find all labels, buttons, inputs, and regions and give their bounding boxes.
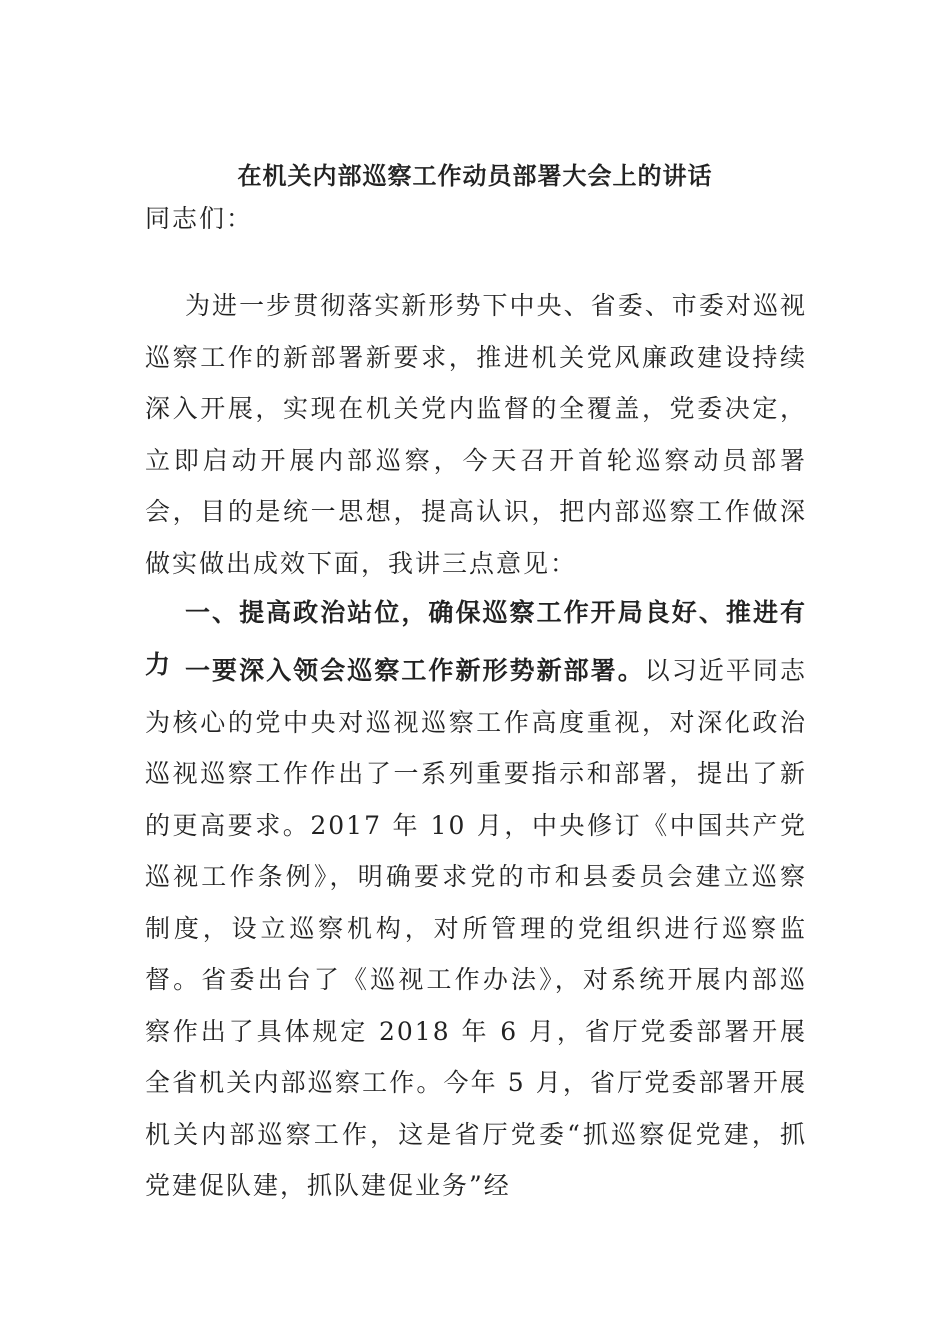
paragraph-body: 以习近平同志为核心的党中央对巡视巡察工作高度重视，对深化政治巡视巡察工作作出了一系列重要指示和部署，提出了新的更高要求。2017 年 10 月，中央修订《中国共产党巡视工作条例》，明确要求党的市和县委员会建立巡察制度，设立巡察机构，对所管理的党组织进行巡察监督。省委出台了《巡视工作办法》，对系统开展内部巡察作出了具体规定 2018 年 6 月，省厅党委部署开展全省机关内部巡察工作。今年 5 月，省厅党委部署开展机关内部巡察工作，这是省厅党委“抓巡察促党建，抓党建促队建，抓队建促业务”经 (145, 656, 807, 1200)
paragraph-intro: 为进一步贯彻落实新形势下中央、省委、市委对巡视巡察工作的新部署新要求，推进机关党风廉政建设持续深入开展，实现在机关党内监督的全覆盖，党委决定，立即启动开展内部巡察，今天召开首轮巡察动员部署会，目的是统一思想，提高认识，把内部巡察工作做深做实做出成效下面，我讲三点意见： (145, 291, 807, 578)
salutation: 同志们： (145, 204, 254, 233)
paragraph-lead-sentence: 一要深入领会巡察工作新形势新部署。 (185, 656, 645, 685)
section-heading-1: 一、提高政治站位，确保巡察工作开局良好、推进有力 (145, 598, 807, 679)
document-title: 在机关内部巡察工作动员部署大会上的讲话 (237, 161, 713, 190)
paragraph-section-1-point-1 (145, 645, 807, 1212)
